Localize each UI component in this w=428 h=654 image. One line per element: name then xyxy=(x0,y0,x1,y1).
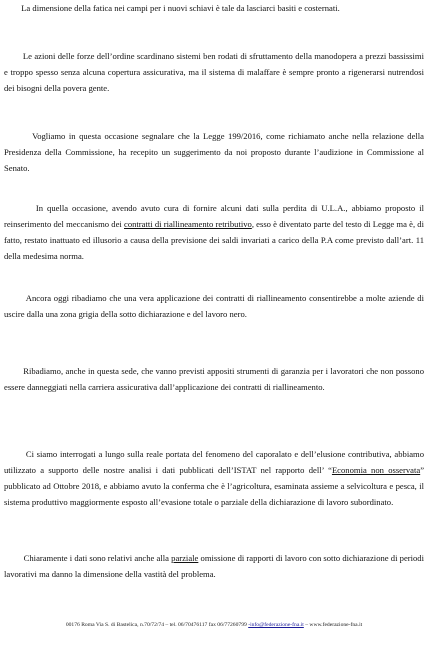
paragraph-text: In quella occasione, avendo avuto cura di fornire alcuni dati sulla perdita di U.L.A., abbiamo proposto il reinserimento del meccanismo dei xyxy=(4,203,424,229)
paragraph xyxy=(0,290,428,322)
paragraph xyxy=(0,363,428,395)
paragraph-text: ” pubblicato ad Ottobre 2018, e abbiamo avuto la conferma che è l’agricoltura, esaminata assieme a selvicoltura e pesca, il sistema produttivo maggiormente esposto all’evasione totale o parziale della dichiarazione di lavoro subordinato. xyxy=(4,465,425,507)
page-footer xyxy=(0,618,428,632)
paragraph xyxy=(0,128,428,176)
paragraph-text: Ribadiamo, anche in questa sede, che vanno previsti appositi strumenti di garanzia per i lavoratori che non possono essere danneggiati nella carriera assicurativa dall’applicazione dei contratti di riallineamento. xyxy=(4,366,424,392)
paragraph xyxy=(0,446,428,510)
footer-website-link[interactable]: www.federazione-fna.it xyxy=(309,622,363,628)
paragraph-text: Vogliamo in questa occasione segnalare che la Legge 199/2016, come richiamato anche nella relazione della Presidenza della Commissione, ha recepito un suggerimento da noi proposto durante l’audizione in Commissione al Senato. xyxy=(4,131,424,173)
underlined-term: Economia non osservata xyxy=(331,465,421,475)
paragraph xyxy=(0,0,428,16)
paragraph-text: Ci siamo interrogati a lungo sulla reale portata del fenomeno del caporalato e dell’elusione contributiva, abbiamo utilizzato a supporto delle nostre analisi i dati pubblicati dell’ISTAT nel rapporto dell’ “ xyxy=(4,449,424,475)
paragraph xyxy=(0,48,428,96)
footer-email-link[interactable]: -info@federazione-fna.it xyxy=(248,622,304,628)
paragraph-text: Le azioni delle forze dell’ordine scardinano sistemi ben rodati di sfruttamento della manodopera a prezzi bassissimi e troppo spesso senza alcuna copertura assicurativa, ma il sistema di malaffare è sempre pronto a rigenerarsi nutrendosi dei bisogni della povera gente. xyxy=(4,51,424,93)
paragraph-text: Ancora oggi ribadiamo che una vera applicazione dei contratti di riallineamento consentirebbe a molte aziende di uscire dalla una zona grigia della sotto dichiarazione e del lavoro nero. xyxy=(4,293,424,319)
paragraph xyxy=(0,200,428,264)
paragraph-text: omissione di rapporti di lavoro con sotto dichiarazione di periodi lavorativi ma danno la dimensione della vastità del problema. xyxy=(4,553,424,579)
paragraph-text: , esso è diventato parte del testo di Legge ma è, di fatto, restato inattuato ed illusorio a causa della previsione dei saldi invariati a carico della P.A come previsto dall’art. 11 della medesima norma. xyxy=(4,219,424,261)
footer-separator: – xyxy=(303,622,310,628)
paragraph xyxy=(0,550,428,582)
underlined-term: parziale xyxy=(171,553,199,563)
paragraph-text: La dimensione della fatica nei campi per i nuovi schiavi è tale da lasciarci basiti e costernati. xyxy=(4,3,340,13)
paragraph-text: Chiaramente i dati sono relativi anche alla xyxy=(4,553,172,563)
underlined-term: contratti di riallineamento retributivo xyxy=(124,219,252,229)
footer-address: 00176 Roma Via S. di Bastelica, n.70/72/74 – tel. 06/70476117 fax 06/77260799 xyxy=(65,622,249,628)
